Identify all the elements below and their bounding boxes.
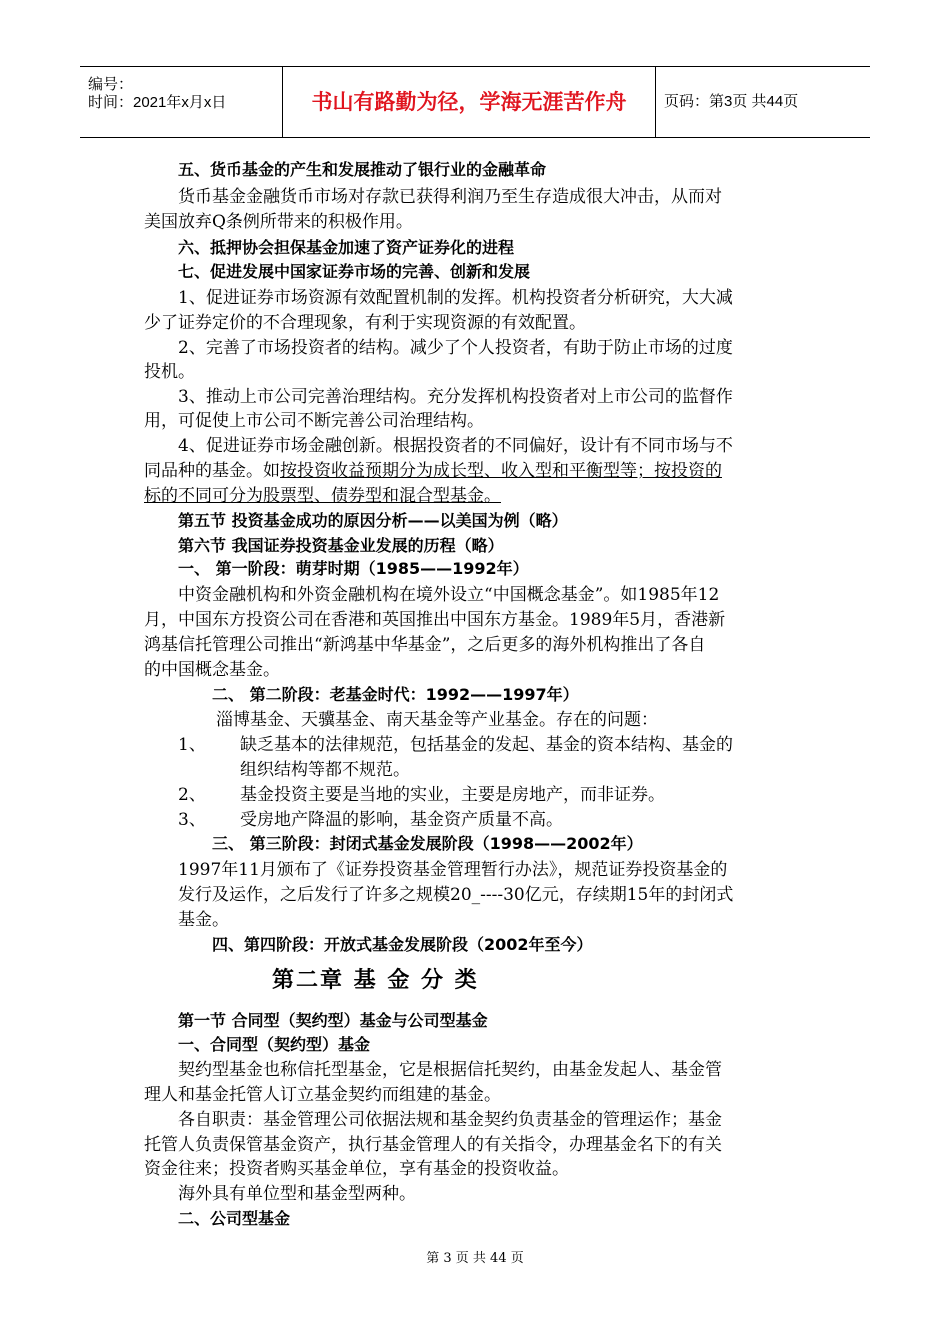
paragraph-line: 的中国概念基金。 [144, 660, 280, 680]
header-time-label: 时间：2021年x月x日 [88, 94, 227, 111]
underlined-text: 按投资收益预期分为成长型、收入型和平衡型等；按投资的 [280, 461, 722, 481]
paragraph-line: 4、促进证券市场金融创新。根据投资者的不同偏好，设计有不同市场与不 [178, 436, 733, 456]
paragraph-line: 基金。 [178, 910, 229, 930]
paragraph-line: 托管人负责保管基金资产，执行基金管理人的有关指令，办理基金名下的有关 [144, 1135, 722, 1155]
header-page-info: 页码：第3页 共44页 [664, 93, 799, 110]
paragraph-line: 1997年11月颁布了《证券投资基金管理暂行办法》，规范证券投资基金的 [178, 860, 728, 880]
section-heading: 第一节 合同型（契约型）基金与公司型基金 [178, 1011, 488, 1030]
paragraph-line: 1、促进证券市场资源有效配置机制的发挥。机构投资者分析研究，大大减 [178, 288, 733, 308]
stage-heading: 一、 第一阶段：萌芽时期（1985——1992年） [178, 559, 529, 578]
paragraph-line: 海外具有单位型和基金型两种。 [178, 1184, 416, 1204]
paragraph-line: 资金往来；投资者购买基金单位，享有基金的投资收益。 [144, 1159, 569, 1179]
header-motto: 书山有路勤为径，学海无涯苦作舟 [283, 67, 656, 137]
section-heading: 二、公司型基金 [178, 1209, 291, 1228]
list-number: 1、 [178, 735, 206, 755]
section-heading: 七、促进发展中国家证券市场的完善、创新和发展 [178, 262, 531, 281]
list-number: 2、 [178, 785, 206, 805]
paragraph-line: 货币基金金融货币市场对存款已获得利润乃至生存造成很大冲击，从而对 [178, 187, 722, 207]
paragraph-line: 鸿基信托管理公司推出“新鸿基中华基金”，之后更多的海外机构推出了各自 [144, 635, 706, 655]
chapter-title: 第二章 基 金 分 类 [272, 968, 479, 993]
section-heading: 五、货币基金的产生和发展推动了银行业的金融革命 [178, 160, 547, 179]
header-info-cell [80, 67, 283, 137]
paragraph-line: 中资金融机构和外资金融机构在境外设立“中国概念基金”。如1985年12 [178, 585, 720, 605]
header-number-label: 编号： [88, 76, 134, 93]
underlined-text: 标的不同可分为股票型、债券型和混合型基金。 [144, 486, 501, 506]
paragraph-line: 淄博基金、天骥基金、南天基金等产业基金。存在的问题： [216, 710, 658, 730]
list-item: 组织结构等都不规范。 [240, 760, 410, 780]
list-item: 受房地产降温的影响，基金资产质量不高。 [240, 810, 563, 830]
section-heading: 一、合同型（契约型）基金 [178, 1035, 371, 1054]
paragraph-line: 用，可促使上市公司不断完善公司治理结构。 [144, 411, 484, 431]
list-number: 3、 [178, 810, 206, 830]
paragraph-line: 3、推动上市公司完善治理结构。充分发挥机构投资者对上市公司的监督作 [178, 387, 733, 407]
stage-heading: 三、 第三阶段：封闭式基金发展阶段（1998——2002年） [212, 834, 643, 853]
paragraph-line: 理人和基金托管人订立基金契约而组建的基金。 [144, 1085, 501, 1105]
paragraph-line [144, 460, 722, 482]
paragraph-line: 少了证券定价的不合理现象，有利于实现资源的有效配置。 [144, 313, 586, 333]
list-item: 基金投资主要是当地的实业，主要是房地产，而非证券。 [240, 785, 665, 805]
page-header [80, 66, 870, 138]
section-heading: 第五节 投资基金成功的原因分析——以美国为例（略） [178, 511, 568, 530]
paragraph-line: 契约型基金也称信托型基金，它是根据信托契约，由基金发起人、基金管 [178, 1060, 722, 1080]
list-item: 缺乏基本的法律规范，包括基金的发起、基金的资本结构、基金的 [240, 735, 733, 755]
section-heading: 六、抵押协会担保基金加速了资产证券化的进程 [178, 238, 515, 257]
paragraph-line: 发行及运作，之后发行了许多之规模20_----30亿元，存续期15年的封闭式 [178, 885, 734, 905]
paragraph-line: 美国放弃Q条例所带来的积极作用。 [144, 212, 413, 232]
paragraph-line: 月，中国东方投资公司在香港和英国推出中国东方基金。1989年5月，香港新 [144, 610, 726, 630]
stage-heading: 二、 第二阶段：老基金时代：1992——1997年） [212, 685, 579, 704]
section-heading: 第六节 我国证券投资基金业发展的历程（略） [178, 536, 504, 555]
paragraph-line: 各自职责：基金管理公司依据法规和基金契约负责基金的管理运作；基金 [178, 1110, 722, 1130]
text-run: 同品种的基金。如 [144, 461, 280, 481]
paragraph-line: 投机。 [144, 362, 195, 382]
stage-heading: 四、第四阶段：开放式基金发展阶段（2002年至今） [212, 935, 593, 954]
paragraph-line: 2、完善了市场投资者的结构。减少了个人投资者，有助于防止市场的过度 [178, 338, 733, 358]
page-footer: 第 3 页 共 44 页 [426, 1251, 524, 1266]
